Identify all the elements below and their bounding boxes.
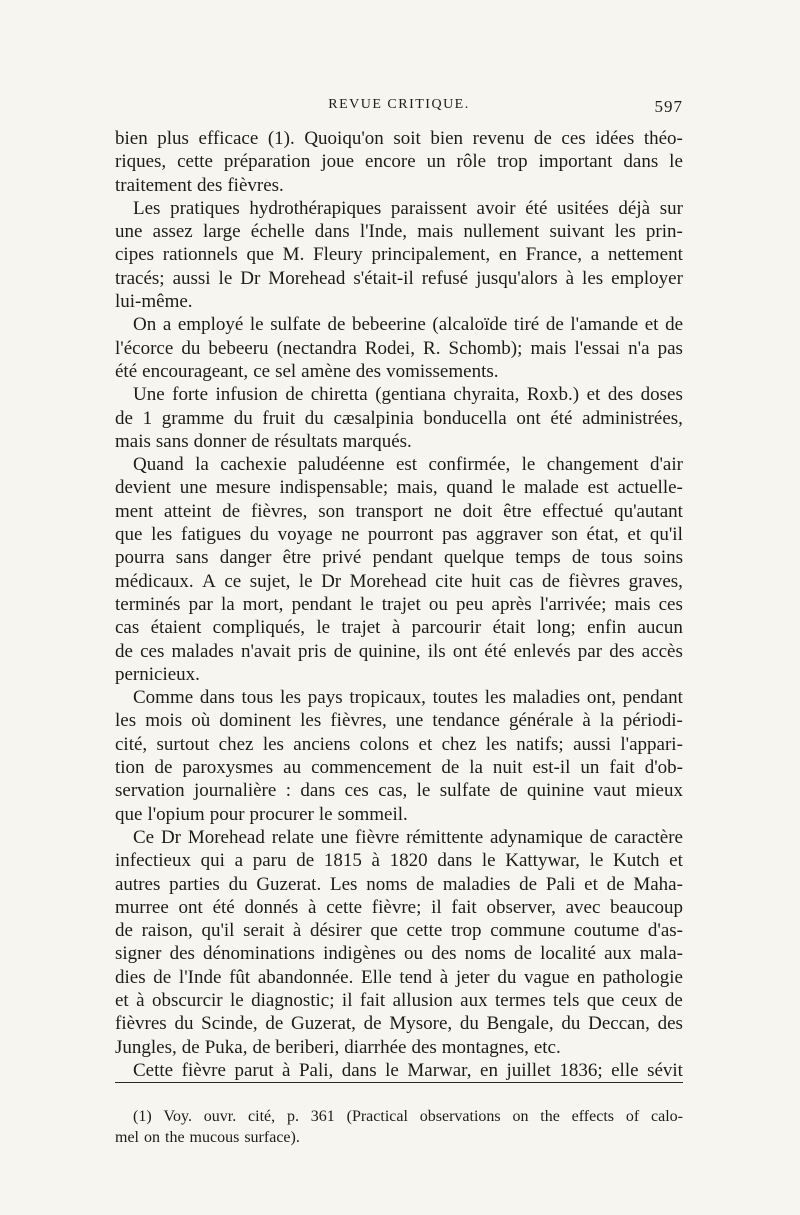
footnote-line: (1) Voy. ouvr. cité, p. 361 (Practical observations on the effects of calo- — [133, 1108, 683, 1125]
body-text-line: traitement des fièvres. — [115, 174, 284, 196]
body-text-line: de raison, qu'il serait à désirer que cette trop commune coutume d'as- — [115, 920, 683, 942]
body-text-line: une assez large échelle dans l'Inde, mais nullement suivant les prin- — [115, 221, 683, 243]
body-text-line: Ce Dr Morehead relate une fièvre rémittente adynamique de caractère — [133, 826, 683, 848]
body-text-line: pernicieux. — [115, 663, 200, 685]
body-text-line: riques, cette préparation joue encore un rôle trop important dans le — [115, 151, 683, 173]
body-text-line: cipes rationnels que M. Fleury principalement, en France, a nettement — [115, 244, 683, 266]
body-text-line: fièvres du Scinde, de Guzerat, de Mysore, du Bengale, du Deccan, des — [115, 1013, 683, 1035]
body-text-line: que l'opium pour procurer le sommeil. — [115, 803, 408, 825]
body-text-line: de 1 gramme du fruit du cæsalpinia bonducella ont été administrées, — [115, 407, 683, 429]
body-text-line: Les pratiques hydrothérapiques paraissent avoir été usitées déjà sur — [133, 197, 683, 219]
page-header — [115, 97, 683, 121]
body-text-line: signer des dénominations indigènes ou des noms de localité aux mala- — [115, 943, 683, 965]
footnote — [115, 1106, 683, 1148]
body-text-line: terminés par la mort, pendant le trajet ou peu après l'arrivée; mais ces — [115, 593, 683, 615]
body-text-line: de ces malades n'avait pris de quinine, ils ont été enlevés par des accès — [115, 640, 683, 662]
body-text-line: Quand la cachexie paludéenne est confirmée, le changement d'air — [133, 454, 683, 476]
body-text-line: dies de l'Inde fût abandonnée. Elle tend à jeter du vague en pathologie — [115, 966, 683, 988]
body-text-line: pourra sans danger être privé pendant quelque temps de tous soins — [115, 547, 683, 569]
body-text-line: murree ont été donnés à cette fièvre; il fait observer, avec beaucoup — [115, 896, 683, 918]
body-text-line: servation journalière : dans ces cas, le sulfate de quinine vaut mieux — [115, 780, 683, 802]
body-text-line: cas étaient compliqués, le trajet à parcourir était long; enfin aucun — [115, 617, 683, 639]
footnote-separator — [115, 1082, 683, 1083]
body-text-line: les mois où dominent les fièvres, une tendance générale à la périodi- — [115, 710, 683, 732]
body-text-line: que les fatigues du voyage ne pourront pas aggraver son état, et qu'il — [115, 524, 683, 546]
body-text-line: autres parties du Guzerat. Les noms de maladies de Pali et de Maha- — [115, 873, 683, 895]
body-text-line: tion de paroxysmes au commencement de la nuit est-il un fait d'ob- — [115, 757, 683, 779]
page-number: 597 — [654, 97, 683, 116]
body-text-line: mais sans donner de résultats marqués. — [115, 430, 412, 452]
body-text-line: lui-même. — [115, 291, 193, 313]
body-text-line: ment atteint de fièvres, son transport ne doit être effectué qu'autant — [115, 500, 683, 522]
body-text-line: et à obscurcir le diagnostic; il fait allusion aux termes tels que ceux de — [115, 989, 683, 1011]
body-text-line: devient une mesure indispensable; mais, quand le malade est actuelle- — [115, 477, 683, 499]
body-text — [115, 127, 683, 1082]
body-text-line: l'écorce du bebeeru (nectandra Rodei, R. Schomb); mais l'essai n'a pas — [115, 337, 683, 359]
body-text-line: médicaux. A ce sujet, le Dr Morehead cite huit cas de fièvres graves, — [115, 570, 683, 592]
body-text-line: Jungles, de Puka, de beriberi, diarrhée des montagnes, etc. — [115, 1036, 561, 1058]
body-text-line: Une forte infusion de chiretta (gentiana chyraita, Roxb.) et des doses — [133, 384, 683, 406]
body-text-line: Cette fièvre parut à Pali, dans le Marwar, en juillet 1836; elle sévit — [133, 1059, 683, 1081]
body-text-line: On a employé le sulfate de bebeerine (alcaloïde tiré de l'amande et de — [133, 314, 683, 336]
body-text-line: tracés; aussi le Dr Morehead s'était-il refusé jusqu'alors à les employer — [115, 267, 683, 289]
body-text-line: cité, surtout chez les anciens colons et chez les natifs; aussi l'appari- — [115, 733, 683, 755]
body-text-line: été encourageant, ce sel amène des vomissements. — [115, 360, 499, 382]
running-title: REVUE CRITIQUE. — [328, 97, 470, 112]
body-text-line: infectieux qui a paru de 1815 à 1820 dans le Kattywar, le Kutch et — [115, 850, 683, 872]
body-text-line: bien plus efficace (1). Quoiqu'on soit bien revenu de ces idées théo- — [115, 128, 683, 149]
body-text-line: Comme dans tous les pays tropicaux, toutes les maladies ont, pendant — [133, 687, 683, 709]
footnote-line: mel on the mucous surface). — [115, 1129, 300, 1146]
